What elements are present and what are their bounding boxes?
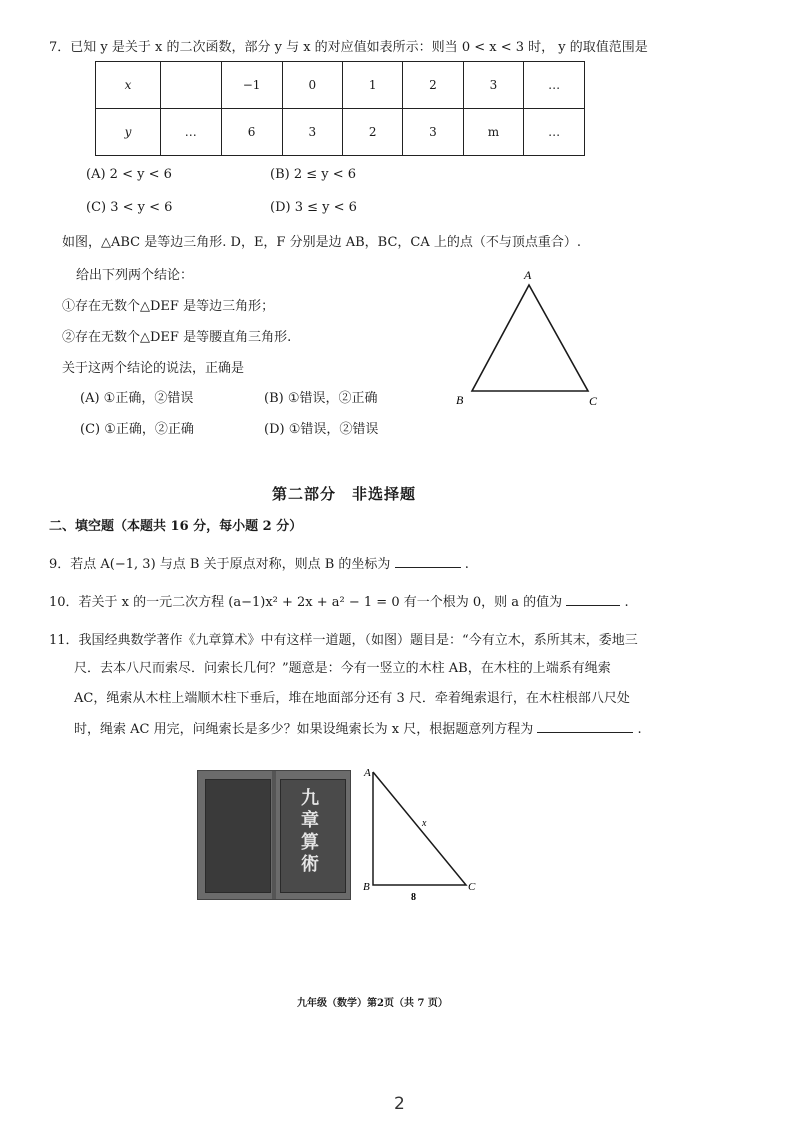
q11-line-2: 尺．去本八尺而索尽．问索长几何？”题意是：今有一竖立的木柱 AB，在木柱的上端系有绳索 — [74, 661, 611, 676]
vertex-label-b: B — [456, 393, 464, 407]
table-cell: 3 — [463, 62, 524, 109]
triangle-abc — [472, 285, 588, 391]
q8-claim-2: ②存在无数个△DEF 是等腰直角三角形. — [62, 330, 292, 345]
q11-line-3: AC，绳索从木柱上端顺木柱下垂后，堆在地面部分还有 3 尺．牵着绳索退行，在木柱根部八尺处 — [74, 691, 630, 706]
table-cell: … — [160, 109, 221, 156]
q7-option-a: (A) 2 < y < 6 — [86, 167, 172, 182]
q7-option-b: (B) 2 ≤ y < 6 — [270, 167, 357, 182]
equilateral-triangle-figure — [450, 265, 610, 410]
q7-option-d: (D) 3 ≤ y < 6 — [270, 200, 357, 215]
book-spine — [272, 771, 276, 899]
q7-stem: 7．已知 y 是关于 x 的二次函数，部分 y 与 x 的对应值如表所示：则当 0 < x < 3 时， y 的取值范围是 — [49, 40, 648, 55]
q9-text: 9．若点 A(−1, 3) 与点 B 关于原点对称，则点 B 的坐标为 — [49, 557, 391, 572]
q11-line-4-text: 时，绳索 AC 用完，问绳索长是多少？如果设绳索长为 x 尺，根据题意列方程为 — [74, 722, 534, 737]
vertex-label-b: B — [363, 881, 370, 893]
book-right-page — [280, 779, 346, 893]
q8-option-d: (D) ①错误，②错误 — [264, 422, 379, 437]
answer-blank — [395, 567, 461, 568]
q11-end: . — [637, 722, 642, 737]
table-cell: 6 — [221, 109, 282, 156]
table-cell: … — [524, 109, 585, 156]
vertex-label-a: A — [524, 268, 532, 282]
q10-end: . — [624, 595, 629, 610]
q8-claim-1: ①存在无数个△DEF 是等边三角形； — [62, 299, 275, 314]
q11-line-1: 11．我国经典数学著作《九章算术》中有这样一道题，（如图）题目是：“今有立木，系所其末，委地三 — [49, 633, 638, 648]
table-cell — [160, 62, 221, 109]
q8-option-b: (B) ①错误，②正确 — [264, 391, 378, 406]
q8-option-c: (C) ①正确，②正确 — [80, 422, 194, 437]
table-cell: m — [463, 109, 524, 156]
hypotenuse-label: x — [422, 818, 427, 829]
q11-line-4 — [74, 718, 642, 737]
answer-blank — [537, 732, 633, 733]
table-cell: 0 — [282, 62, 342, 109]
q10 — [49, 591, 629, 610]
q10-text: 10．若关于 x 的一元二次方程 (a−1)x² + 2x + a² − 1 = 0 有一个根为 0，则 a 的值为 — [49, 595, 563, 610]
table-cell: −1 — [221, 62, 282, 109]
table-row — [96, 62, 585, 109]
q7-option-c: (C) 3 < y < 6 — [86, 200, 173, 215]
q8-intro: 给出下列两个结论： — [76, 268, 194, 283]
table-cell: 1 — [342, 62, 402, 109]
table-row — [96, 109, 585, 156]
q9 — [49, 553, 469, 572]
q8-option-a: (A) ①正确，②错误 — [80, 391, 194, 406]
base-length-label: 8 — [411, 892, 416, 903]
answer-blank — [566, 605, 620, 606]
fill-in-section-heading: 二、填空题（本题共 16 分，每小题 2 分） — [49, 519, 303, 534]
table-cell: 2 — [342, 109, 402, 156]
book-left-page — [205, 779, 271, 893]
table-cell: 2 — [403, 62, 463, 109]
vertex-label-c: C — [589, 394, 598, 408]
table-cell: 3 — [282, 109, 342, 156]
q8-question: 关于这两个结论的说法，正确是 — [62, 361, 245, 376]
part2-title: 第二部分 非选择题 — [272, 485, 417, 503]
table-cell: … — [524, 62, 585, 109]
table-cell: y — [96, 109, 161, 156]
book-image — [197, 770, 351, 900]
page-footer: 九年级（数学）第2页（共 7 页） — [297, 998, 448, 1009]
page-number: 2 — [394, 1094, 405, 1114]
book-title-label: 九章算術 — [301, 788, 319, 875]
vertex-label-c: C — [468, 881, 476, 893]
table-cell: 3 — [403, 109, 463, 156]
vertex-label-a: A — [364, 767, 371, 779]
triangle-abc-right — [373, 772, 466, 885]
right-triangle-figure — [362, 764, 492, 906]
q8-stem: 如图，△ABC 是等边三角形. D，E，F 分别是边 AB，BC，CA 上的点（不与顶点重合）. — [62, 235, 582, 250]
q9-end: . — [464, 557, 469, 572]
q7-value-table — [95, 61, 585, 156]
table-cell: x — [96, 62, 161, 109]
